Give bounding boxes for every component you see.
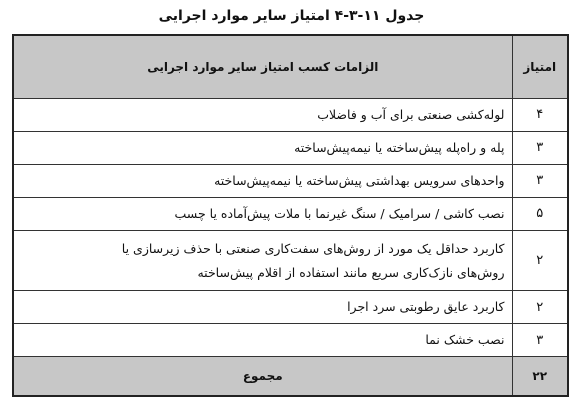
row-score: ۴	[512, 99, 568, 132]
row-requirement: نصب خشک نما	[13, 324, 512, 357]
table-title: جدول ۱۱-۳-۴ امتیاز سایر موارد اجرایی	[158, 8, 425, 24]
row-requirement: لوله‌کشی صنعتی برای آب و فاضلاب	[13, 99, 512, 132]
table-row	[13, 291, 568, 324]
header-requirement: الزامات کسب امتیاز سایر موارد اجرایی	[13, 35, 512, 99]
row-score: ۳	[512, 131, 568, 164]
row-requirement: کاربرد عایق رطوبتی سرد اجرا	[13, 291, 512, 324]
row-score: ۳	[512, 164, 568, 197]
table-row	[13, 131, 568, 164]
row-score: ۲	[512, 230, 568, 290]
table-row	[13, 164, 568, 197]
row-score: ۵	[512, 197, 568, 230]
table-row	[13, 324, 568, 357]
table-header-row	[13, 35, 568, 99]
row-requirement: نصب کاشی / سرامیک / سنگ غیرنما با ملات پیش‌آماده یا چسب	[13, 197, 512, 230]
row-requirement	[13, 230, 512, 290]
total-score: ۲۲	[512, 357, 568, 396]
row-requirement-line1: کاربرد حداقل یک مورد از روش‌های سفت‌کاری صنعتی با حذف زیرسازی یا	[121, 240, 505, 256]
row-requirement-line2: روش‌های نازک‌کاری سریع مانند استفاده از اقلام پیش‌ساخته	[197, 264, 505, 280]
table-row	[13, 230, 568, 290]
row-requirement: پله و راه‌پله پیش‌ساخته یا نیمه‌پیش‌ساخته	[13, 131, 512, 164]
total-label: مجموع	[13, 357, 512, 396]
row-requirement: واحدهای سرویس بهداشتی پیش‌ساخته یا نیمه‌پیش‌ساخته	[13, 164, 512, 197]
total-row	[13, 357, 568, 396]
table-row	[13, 197, 568, 230]
table-row	[13, 99, 568, 132]
row-score: ۲	[512, 291, 568, 324]
scores-table	[12, 34, 569, 397]
row-score: ۳	[512, 324, 568, 357]
header-score: امتیاز	[512, 35, 568, 99]
